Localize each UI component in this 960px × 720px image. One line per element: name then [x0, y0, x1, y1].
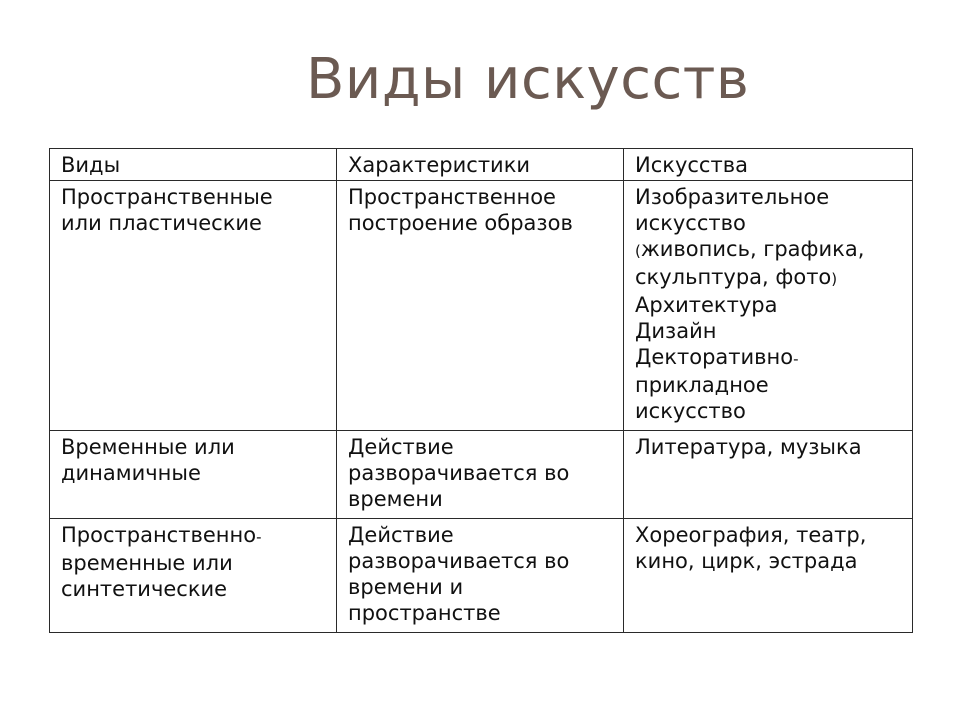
cell-characteristic: Действие разворачивается во времени и пространстве: [337, 519, 624, 633]
hyphen: -: [793, 350, 799, 368]
cell-characteristic: Действие разворачивается во времени: [337, 431, 624, 519]
hyphen: -: [256, 528, 262, 546]
cell-characteristic: Пространственное построение образов: [337, 181, 624, 431]
cell-arts: Хореография, театр, кино, цирк, эстрада: [624, 519, 913, 633]
cell-kind: [50, 519, 337, 633]
paren-open: (: [635, 242, 641, 260]
header-cell-characteristics: Характеристики: [337, 149, 624, 181]
kind-text: Пространственно: [61, 523, 257, 547]
table-row: [50, 181, 913, 431]
header-cell-kinds: Виды: [50, 149, 337, 181]
cell-arts: Литература, музыка: [624, 431, 913, 519]
kind-text: временные или синтетические: [61, 551, 233, 601]
table-header-row: [50, 149, 913, 181]
cell-arts: [624, 181, 913, 431]
paren-close: ): [831, 270, 838, 288]
arts-text: прикладное искусство: [635, 373, 769, 423]
arts-text: Архитектура Дизайн Декторативно: [635, 293, 794, 369]
arts-text: живопись, графика, скульптура, фото: [635, 237, 865, 289]
header-cell-arts: Искусства: [624, 149, 913, 181]
table-row: [50, 431, 913, 519]
slide-title: Виды искусств: [306, 47, 750, 112]
arts-text: Изобразительное искусство: [635, 185, 830, 235]
cell-kind: Временные или динамичные: [50, 431, 337, 519]
table-row: [50, 519, 913, 633]
cell-kind: Пространственные или пластические: [50, 181, 337, 431]
art-types-table: [49, 148, 913, 633]
